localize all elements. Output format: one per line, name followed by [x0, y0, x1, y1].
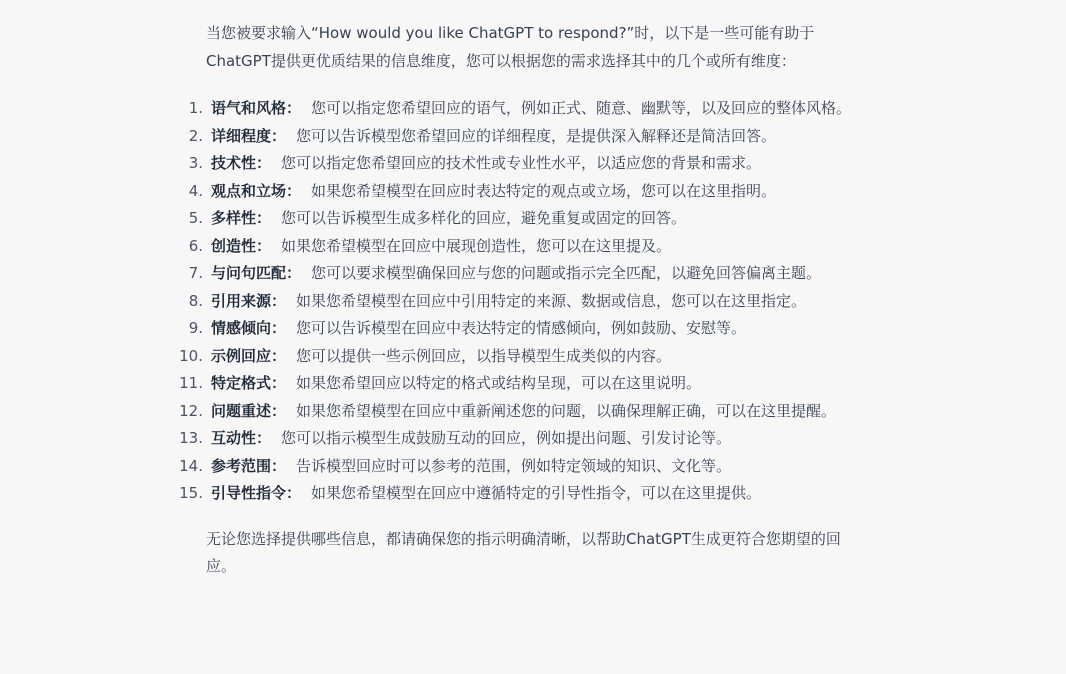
item-number: 5.: [188, 209, 203, 227]
item-number: 1.: [188, 99, 203, 117]
item-term: 观点和立场：: [211, 181, 302, 200]
list-item: [188, 95, 866, 123]
list-item: [188, 123, 866, 151]
item-term: 示例回应：: [211, 346, 287, 365]
list-item: [179, 480, 866, 508]
item-description: 您可以提供一些示例回应，以指导模型生成类似的内容。: [296, 346, 672, 365]
item-number: 7.: [188, 264, 203, 282]
intro-paragraph: 当您被要求输入“How would you like ChatGPT to respond?”时，以下是一些可能有助于ChatGPT提供更优质结果的信息维度，您可以根据您的需求选择其中的几个或所有维度：: [206, 24, 815, 70]
item-term: 互动性：: [211, 429, 272, 447]
item-description: 您可以告诉模型在回应中表达特定的情感倾向，例如鼓励、安慰等。: [296, 319, 747, 337]
item-number: 2.: [188, 126, 203, 145]
item-number: 15.: [179, 484, 203, 502]
outro-paragraph: 无论您选择提供哪些信息，都请确保您的指示明确清晰，以帮助ChatGPT生成更符合您期望的回应。: [206, 529, 841, 575]
item-description: 如果您希望模型在回应中引用特定的来源、数据或信息，您可以在这里指定。: [296, 291, 807, 310]
assistant-message: [179, 20, 866, 581]
item-term: 创造性：: [211, 236, 272, 255]
item-number: 8.: [188, 291, 203, 310]
item-description: 告诉模型回应时可以参考的范围，例如特定领域的知识、文化等。: [296, 456, 732, 475]
item-term: 技术性：: [211, 154, 272, 172]
dimension-list: [179, 95, 866, 508]
list-item: [188, 315, 866, 343]
item-term: 特定格式：: [211, 374, 287, 392]
item-description: 您可以告诉模型生成多样化的回应，避免重复或固定的回答。: [281, 209, 687, 227]
item-number: 6.: [188, 236, 203, 255]
list-item: [179, 370, 866, 398]
item-description: 您可以指示模型生成鼓励互动的回应，例如提出问题、引发讨论等。: [281, 429, 732, 447]
item-description: 如果您希望模型在回应中重新阐述您的问题，以确保理解正确，可以在这里提醒。: [296, 401, 837, 420]
item-number: 9.: [188, 319, 203, 337]
item-number: 4.: [188, 181, 203, 200]
list-item: [188, 260, 866, 288]
item-description: 您可以指定您希望回应的技术性或专业性水平，以适应您的背景和需求。: [281, 154, 762, 172]
list-item: [179, 343, 866, 371]
item-term: 多样性：: [211, 209, 272, 227]
item-number: 3.: [188, 154, 203, 172]
item-description: 您可以指定您希望回应的语气，例如正式、随意、幽默等，以及回应的整体风格。: [311, 99, 852, 117]
list-item: [188, 233, 866, 261]
item-description: 如果您希望模型在回应时表达特定的观点或立场，您可以在这里指明。: [311, 181, 777, 200]
item-number: 14.: [179, 456, 203, 475]
item-description: 如果您希望模型在回应中展现创造性，您可以在这里提及。: [281, 236, 672, 255]
item-description: 如果您希望回应以特定的格式或结构呈现，可以在这里说明。: [296, 374, 702, 392]
list-item: [188, 288, 866, 316]
item-number: 13.: [179, 429, 203, 447]
item-term: 问题重述：: [211, 401, 287, 420]
item-term: 引用来源：: [211, 291, 287, 310]
list-item: [188, 205, 866, 233]
list-item: [179, 425, 866, 453]
item-term: 语气和风格：: [211, 99, 302, 117]
item-number: 10.: [179, 346, 203, 365]
item-term: 详细程度：: [211, 126, 287, 145]
item-term: 情感倾向：: [211, 319, 287, 337]
item-number: 12.: [179, 401, 203, 420]
list-item: [179, 453, 866, 481]
list-item: [188, 178, 866, 206]
item-term: 引导性指令：: [211, 484, 302, 502]
item-description: 如果您希望模型在回应中遵循特定的引导性指令，可以在这里提供。: [311, 484, 762, 502]
item-term: 参考范围：: [211, 456, 287, 475]
item-description: 您可以告诉模型您希望回应的详细程度，是提供深入解释还是简洁回答。: [296, 126, 777, 145]
list-item: [188, 150, 866, 178]
list-item: [179, 398, 866, 426]
item-term: 与问句匹配：: [211, 264, 302, 282]
item-description: 您可以要求模型确保回应与您的问题或指示完全匹配，以避免回答偏离主题。: [311, 264, 822, 282]
item-number: 11.: [179, 374, 203, 392]
